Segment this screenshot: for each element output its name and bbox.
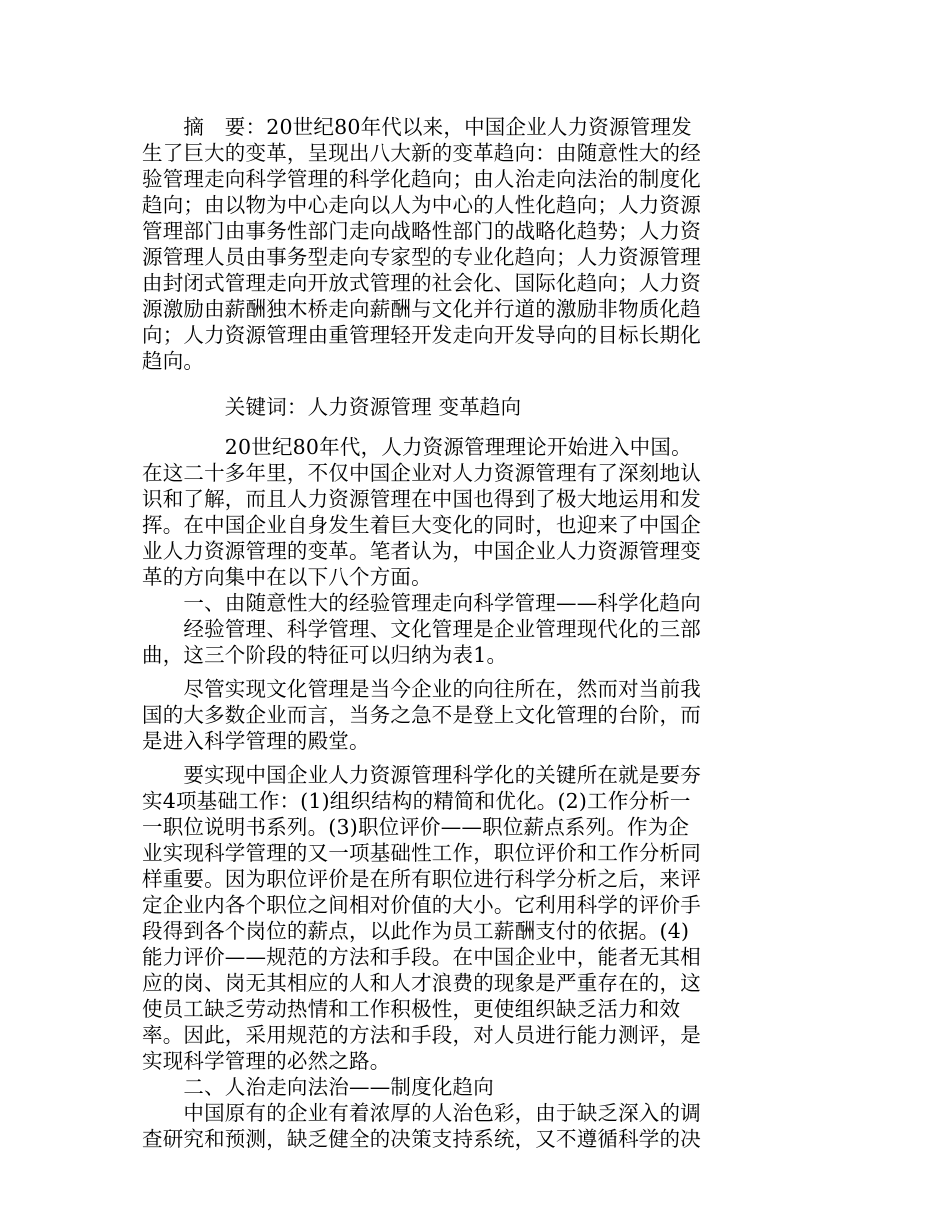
intro-paragraph (142, 434, 732, 590)
document-page (142, 114, 732, 1152)
paragraph-3-line: 样重要。因为职位评价是在所有职位进行科学分析之后，来评 (142, 867, 701, 891)
abstract-line: 源管理人员由事务型走向专家型的专业化趋向；人力资源管理 (142, 245, 701, 269)
section1-line: 曲，这三个阶段的特征可以归纳为表1。 (142, 643, 508, 667)
abstract-line: 趋向；由以物为中心走向以人为中心的人性化趋向；人力资源 (142, 193, 701, 217)
intro-line: 革的方向集中在以下八个方面。 (142, 565, 432, 589)
intro-line: 20世纪80年代，人力资源管理理论开始进入中国。 (142, 435, 692, 459)
abstract-line: 管理部门由事务性部门走向战略性部门的战略化趋势；人力资 (142, 219, 701, 243)
section1-line: 经验管理、科学管理、文化管理是企业管理现代化的三部 (142, 617, 701, 641)
paragraph-3-line: 能力评价——规范的方法和手段。在中国企业中，能者无其相 (142, 945, 701, 969)
paragraph-2-line: 国的大多数企业而言，当务之急不是登上文化管理的台阶，而 (142, 703, 701, 727)
paragraph-2-line: 是进入科学管理的殿堂。 (142, 729, 370, 753)
paragraph-3-line: 业实现科学管理的又一项基础性工作，职位评价和工作分析同 (142, 841, 701, 865)
section2-line: 中国原有的企业有着浓厚的人治色彩，由于缺乏深入的调 (142, 1101, 701, 1125)
section2-line: 查研究和预测，缺乏健全的决策支持系统，又不遵循科学的决 (142, 1127, 701, 1151)
section-heading-1: 一、由随意性大的经验管理走向科学管理——科学化趋向 (142, 591, 701, 615)
abstract-paragraph (142, 114, 732, 374)
intro-line: 业人力资源管理的变革。笔者认为，中国企业人力资源管理变 (142, 539, 701, 563)
abstract-line: 生了巨大的变革，呈现出八大新的变革趋向：由随意性大的经 (142, 141, 701, 165)
section1-block (142, 590, 732, 668)
keywords-line: 关键词：人力资源管理 变革趋向 (142, 395, 522, 419)
paragraph-2 (142, 676, 732, 754)
abstract-line: 趋向。 (142, 349, 205, 373)
intro-line: 识和了解，而且人力资源管理在中国也得到了极大地运用和发 (142, 487, 701, 511)
paragraph-3-line: 定企业内各个职位之间相对价值的大小。它利用科学的评价手 (142, 893, 701, 917)
paragraph-3-line: 实4项基础工作：(1)组织结构的精简和优化。(2)工作分析一 (142, 789, 691, 813)
abstract-line: 源激励由薪酬独木桥走向薪酬与文化并行道的激励非物质化趋 (142, 297, 701, 321)
paragraph-3-line: 段得到各个岗位的薪点，以此作为员工薪酬支付的依据。(4) (142, 919, 690, 943)
abstract-line: 摘 要：20世纪80年代以来，中国企业人力资源管理发 (142, 115, 692, 139)
paragraph-2-line: 尽管实现文化管理是当今企业的向往所在，然而对当前我 (142, 677, 701, 701)
paragraph-3-line: 实现科学管理的必然之路。 (142, 1049, 391, 1073)
paragraph-3-line: 一职位说明书系列。(3)职位评价——职位薪点系列。作为企 (142, 815, 690, 839)
section-heading-2: 二、人治走向法治——制度化趋向 (142, 1075, 494, 1099)
abstract-line: 由封闭式管理走向开放式管理的社会化、国际化趋向；人力资 (142, 271, 701, 295)
intro-line: 挥。在中国企业自身发生着巨大变化的同时，也迎来了中国企 (142, 513, 701, 537)
paragraph-3-line: 应的岗、岗无其相应的人和人才浪费的现象是严重存在的，这 (142, 971, 701, 995)
abstract-line: 验管理走向科学管理的科学化趋向；由人治走向法治的制度化 (142, 167, 701, 191)
intro-line: 在这二十多年里，不仅中国企业对人力资源管理有了深刻地认 (142, 461, 701, 485)
paragraph-3 (142, 762, 732, 1074)
paragraph-3-line: 使员工缺乏劳动热情和工作积极性，更使组织缺乏活力和效 (142, 997, 681, 1021)
section2-block (142, 1074, 732, 1152)
paragraph-3-line: 率。因此，采用规范的方法和手段，对人员进行能力测评，是 (142, 1023, 701, 1047)
paragraph-3-line: 要实现中国企业人力资源管理科学化的关键所在就是要夯 (142, 763, 701, 787)
abstract-line: 向；人力资源管理由重管理轻开发走向开发导向的目标长期化 (142, 323, 701, 347)
